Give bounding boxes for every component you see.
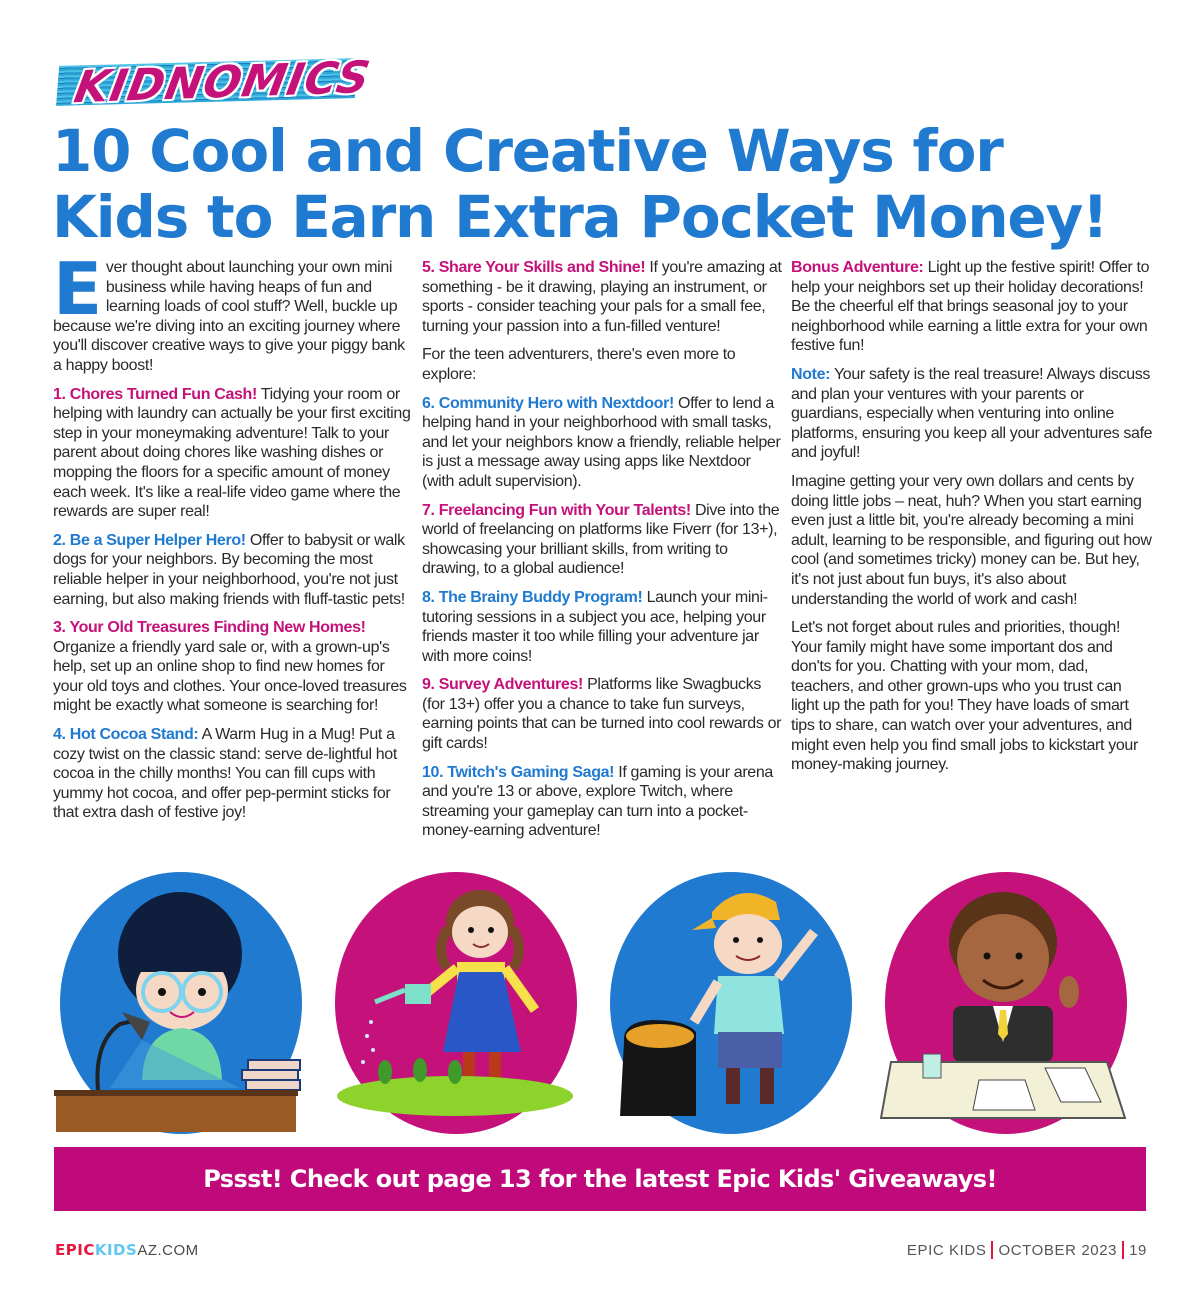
boy-collecting-trash-icon	[600, 872, 862, 1134]
intro-paragraph: Ever thought about launching your own mini business while having heaps of fun and learning loads of cool stuff? Well, buckle up because we're diving into an exciting journey where you'll discover creative ways to give your piggy bank a happy boost!	[53, 247, 405, 374]
site-rest: AZ.COM	[137, 1242, 199, 1259]
boy-studying-icon	[50, 872, 312, 1134]
page-title	[52, 118, 1172, 250]
girl-watering-plants-icon	[325, 872, 587, 1134]
item-heading: 2. Be a Super Helper Hero!	[53, 531, 246, 549]
bonus-heading: Bonus Adventure:	[791, 259, 924, 276]
item-7: 7. Freelancing Fun with Your Talents! Dive into the world of freelancing on platforms like Fiverr (for 13+), showcasing your brilliant skills, from writing to drawing, to a global audience!	[422, 501, 780, 578]
item-9: 9. Survey Adventures! Platforms like Swagbucks (for 13+) offer you a chance to take fun surveys, earning points that can be turned into cool rewards or gift cards!	[422, 676, 782, 753]
item-heading: 5. Share Your Skills and Shine!	[422, 259, 646, 276]
closing-paragraph-2: Let's not forget about rules and priorities, though! Your family might have some important dos and don'ts for you. Chatting with your mom, dad, teachers, and other grown-ups who you trust can light up the path for you! They have loads of smart tips to share, can watch over your adventures, and might even help you find small jobs to kickstart your money-making journey.	[791, 619, 1138, 774]
illustration-boy-in-suit	[875, 872, 1137, 1134]
column-2	[422, 258, 784, 850]
item-1: 1. Chores Turned Fun Cash! Tidying your room or helping with laundry can actually be your first exciting step in your moneymaking adventure! Talk to your parent about doing chores like washing dishes or mopping the floors for a specific amount of money each week. It's like a real-life video game where the rewards are super real!	[53, 385, 411, 521]
item-heading: 3. Your Old Treasures Finding New Homes!	[53, 619, 366, 637]
section-banner	[54, 52, 375, 114]
teen-intro: For the teen adventurers, there's even more to explore:	[422, 346, 736, 383]
column-3	[791, 258, 1153, 784]
publication-name: EPIC KIDS	[906, 1242, 987, 1259]
item-heading: 10. Twitch's Gaming Saga!	[422, 763, 615, 781]
illustration-girl-gardening	[325, 872, 587, 1134]
note-heading: Note:	[791, 365, 831, 383]
title-line-2: Kids to Earn Extra Pocket Money!	[52, 183, 1108, 251]
item-heading: 6. Community Hero with Nextdoor!	[422, 394, 674, 412]
illustration-boy-trash	[600, 872, 862, 1134]
item-5: 5. Share Your Skills and Shine! If you're amazing at something - be it drawing, playing an instrument, or sports - consider teaching your pals for a small fee, turning your passion into a fun-filled venture!	[422, 259, 782, 335]
promo-banner[interactable]: Pssst! Check out page 13 for the latest Epic Kids' Giveaways!	[54, 1147, 1146, 1211]
item-6: 6. Community Hero with Nextdoor! Offer to lend a helping hand in your neighborhood with small tasks, and let your neighbors know a friendly, reliable helper is just a message away using apps like Nextdoor (with adult supervision).	[422, 394, 781, 490]
page-number: 19	[1129, 1242, 1147, 1259]
item-3: 3. Your Old Treasures Finding New Homes! Organize a friendly yard sale or, with a grown-up's help, set up an online shop to find new homes for your old toys and clothes. Your once-loved treasures might be exactly what someone is searching for!	[53, 619, 407, 715]
footer-folio	[907, 1241, 1147, 1259]
item-heading: 9. Survey Adventures!	[422, 676, 584, 694]
footer-site-url[interactable]	[55, 1241, 199, 1259]
drop-cap: E	[53, 247, 102, 331]
folio-divider	[1122, 1241, 1124, 1259]
issue-date: OCTOBER 2023	[998, 1242, 1118, 1259]
item-10: 10. Twitch's Gaming Saga! If gaming is your arena and you're 13 or above, explore Twitch, where streaming your gameplay can turn into a pocket-money-earning adventure!	[422, 763, 773, 840]
site-epic: EPIC	[55, 1241, 95, 1259]
item-heading: 8. The Brainy Buddy Program!	[422, 588, 643, 606]
site-kids: KIDS	[94, 1241, 138, 1259]
closing-paragraph-1: Imagine getting your very own dollars and cents by doing little jobs – neat, huh? When you start earning even just a little bit, you're already becoming a mini adult, learning to be responsible, and figuring out how cool (and sometimes tricky) money can be. But hey, it's not just about fun buys, it's also about understanding the world of work and cash!	[791, 472, 1152, 608]
item-heading: 4. Hot Cocoa Stand:	[53, 726, 199, 744]
item-heading: 7. Freelancing Fun with Your Talents!	[422, 501, 691, 519]
item-8: 8. The Brainy Buddy Program! Launch your mini-tutoring sessions in a subject you ace, helping your friends master it too while filling your adventure jar with more coins!	[422, 588, 768, 665]
column-1	[53, 247, 413, 832]
bonus-item: Bonus Adventure: Light up the festive spirit! Offer to help your neighbors set up their holiday decorations! Be the cheerful elf that brings seasonal joy to your neighborhood while earning a little extra for your own festive fun!	[791, 259, 1150, 355]
section-label: KIDNOMICS	[70, 52, 375, 114]
item-2: 2. Be a Super Helper Hero! Offer to babysit or walk dogs for your neighbors. By becoming the most reliable helper in your neighborhood, you're not just earning, but also making friends with fluff-tastic pets!	[53, 531, 405, 608]
folio-divider	[991, 1241, 993, 1259]
illustration-boy-studying	[50, 872, 312, 1134]
title-line-1: 10 Cool and Creative Ways for	[52, 117, 1003, 185]
note-item: Note: Your safety is the real treasure! Always discuss and plan your ventures with your parents or guardians, especially when venturing into online platforms, ensuring you keep all your adventures safe and joyful!	[791, 365, 1153, 462]
item-4: 4. Hot Cocoa Stand: A Warm Hug in a Mug! Put a cozy twist on the classic stand: serve de-lightful hot cocoa in the chilly months! You can fill cups with yummy hot cocoa, and offer pep-permint sticks for that extra dash of festive joy!	[53, 726, 397, 822]
item-heading: 1. Chores Turned Fun Cash!	[53, 385, 257, 403]
boy-in-suit-at-desk-icon	[875, 872, 1137, 1134]
